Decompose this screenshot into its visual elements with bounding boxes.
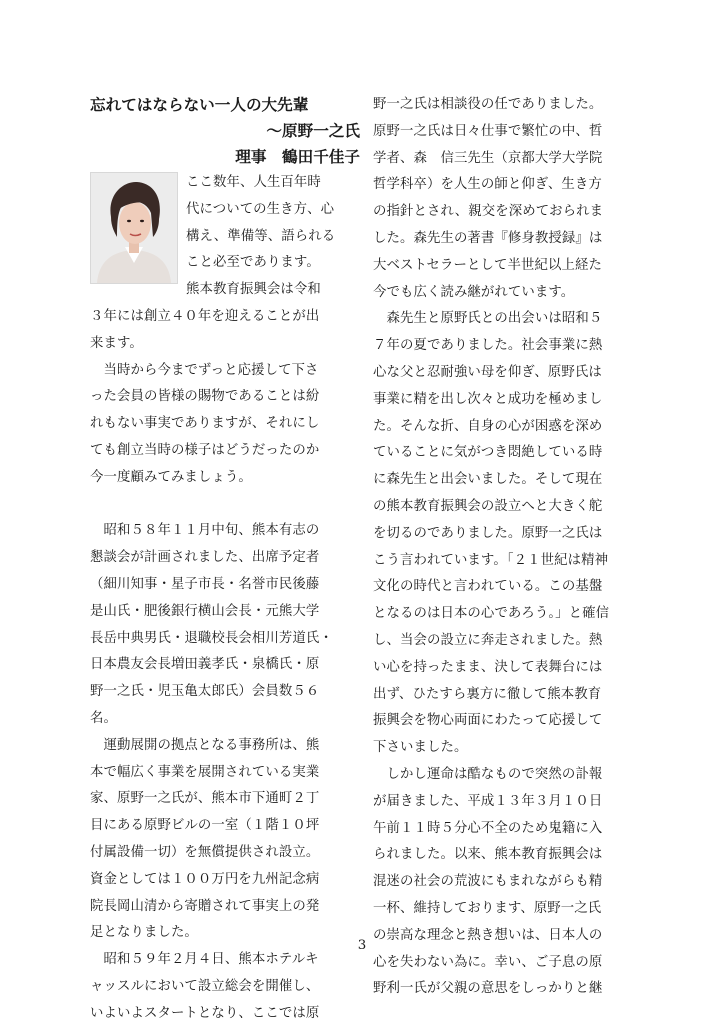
article-author: 理事 鶴田千佳子 <box>235 148 360 166</box>
text-line: 今でも広く読み継がれています。 <box>373 284 575 300</box>
text-line: 是山氏・肥後銀行横山会長・元熊大学 <box>90 603 320 619</box>
text-line: 代についての生き方、心 <box>186 201 335 217</box>
text-line: 大ベストセラーとして半世紀以上経た <box>373 257 602 273</box>
text-line: ここ数年、人生百年時 <box>186 175 321 190</box>
text-line: 日本農友会長増田義孝氏・泉橋氏・原 <box>90 657 320 673</box>
text-line: しかし運命は酷なもので突然の訃報 <box>373 766 603 782</box>
text-line: 午前１１時５分心不全のため鬼籍に入 <box>373 820 603 836</box>
text-line: 院長岡山清から寄贈されて事実上の発 <box>90 898 320 914</box>
text-line: 名。 <box>90 710 117 726</box>
text-line: となるのは日本の心であろう。」と確信 <box>373 606 610 622</box>
text-line: に森先生と出会いました。そして現在 <box>373 472 603 488</box>
text-line: った会員の皆様の賜物であることは紛 <box>90 389 320 405</box>
text-line: 昭和５８年１１月中旬、熊本有志の <box>90 523 320 539</box>
text-line: 昭和５９年２月４日、熊本ホテルキ <box>90 952 319 968</box>
intro-block <box>90 170 360 304</box>
text-line: 家、原野一之氏が、熊本市下通町２丁 <box>90 791 320 807</box>
text-line: 当時から今までずっと応援して下さ <box>90 362 319 378</box>
text-line: の熊本教育振興会の設立へと大きく舵 <box>373 498 603 514</box>
text-line: 一杯、維持しております、原野一之氏 <box>373 900 602 916</box>
text-line: ３年には創立４０年を迎えることが出 <box>90 308 320 324</box>
text-line: 懇談会が計画されました、出席予定者 <box>90 550 320 566</box>
text-line: 目にある原野ビルの一室（１階１０坪 <box>90 818 320 834</box>
right-column <box>373 92 643 1003</box>
text-line: 野一之氏は相談役の任でありました。 <box>373 97 603 112</box>
text-line: れもない事実でありますが、それにし <box>90 416 320 432</box>
text-line: 森先生と原野氏との出会いは昭和５ <box>373 311 603 327</box>
text-line: （細川知事・星子市長・名誉市民後藤 <box>90 576 320 592</box>
text-line: 混迷の社会の荒波にもまれながらも精 <box>373 874 603 890</box>
article-subtitle: ～原野一之氏 <box>266 122 360 140</box>
text-line: の崇高な理念と熱き想いは、日本人の <box>373 927 603 943</box>
text-line: 資金としては１００万円を九州記念病 <box>90 871 320 887</box>
paragraph-gap <box>90 492 360 519</box>
text-line: ていることに気がつき悶絶している時 <box>373 445 603 461</box>
portrait-photo <box>90 172 178 284</box>
text-line: 下さいました。 <box>373 740 468 756</box>
text-line: が届きました、平成１３年３月１０日 <box>373 793 603 809</box>
text-line: い心を持ったまま、決して表舞台には <box>373 659 603 675</box>
text-line: 熊本教育振興会は令和 <box>186 282 321 298</box>
text-line: 足となりました。 <box>90 925 198 941</box>
text-line: 付属設備一切）を無償提供され設立。 <box>90 844 320 860</box>
text-line: 野一之氏・児玉亀太郎氏）会員数５６ <box>90 684 320 700</box>
text-line: 構え、準備等、語られる <box>186 228 336 244</box>
text-line: 来ます。 <box>90 335 143 351</box>
text-line: られました。以来、熊本教育振興会は <box>373 847 603 863</box>
text-line: 心な父と忍耐強い母を仰ぎ、原野氏は <box>373 364 602 380</box>
text-line: 事業に精を出し次々と成功を極めまし <box>373 391 603 407</box>
page-number: 3 <box>357 938 367 953</box>
text-line: 今一度顧みてみましょう。 <box>90 469 252 485</box>
text-line: 振興会を物心両面にわたって応援して <box>373 713 603 729</box>
text-line: こと必至であります。 <box>186 255 320 271</box>
text-line: 心を失わない為に。幸い、ご子息の原 <box>373 954 603 970</box>
text-line: いよいよスタートとなり、ここでは原 <box>90 1005 320 1021</box>
article-title: 忘れてはならない一人の大先輩 <box>90 96 309 114</box>
text-line: 学者、森 信三先生（京都大学大学院 <box>373 150 603 166</box>
text-line: 哲学科卒）を人生の師と仰ぎ、生き方 <box>373 177 602 193</box>
intro-wrap-text <box>186 170 360 304</box>
text-line: 長岳中典男氏・退職校長会相川芳道氏・ <box>90 630 333 646</box>
text-line: た。そんな折、自身の心が困惑を深め <box>373 418 603 434</box>
text-line: 原野一之氏は日々仕事で繁忙の中、哲 <box>373 123 603 139</box>
text-line: 本で幅広く事業を展開されている実業 <box>90 764 320 780</box>
text-line: ャッスルにおいて設立総会を開催し、 <box>90 978 320 994</box>
text-line: こう言われています。「２１世紀は精神 <box>373 552 609 568</box>
right-body-text <box>373 92 643 1003</box>
text-line: ７年の夏でありました。社会事業に熱 <box>373 338 603 354</box>
text-line: した。森先生の著書『修身教授録』は <box>373 230 603 246</box>
text-line: 運動展開の拠点となる事務所は、熊 <box>90 737 320 753</box>
text-line: し、当会の設立に奔走されました。熱 <box>373 632 603 648</box>
left-column <box>90 92 360 1028</box>
text-line: 文化の時代と言われている。この基盤 <box>373 579 603 595</box>
text-line: を切るのでありました。原野一之氏は <box>373 525 603 541</box>
text-line: の指針とされ、親交を深めておられま <box>373 204 604 220</box>
portrait-icon <box>91 173 177 283</box>
text-line: 出ず、ひたすら裏方に徹して熊本教育 <box>373 686 602 702</box>
text-line: 野利一氏が父親の意思をしっかりと継 <box>373 981 603 997</box>
left-body-text <box>90 304 360 1028</box>
text-line: ても創立当時の様子はどうだったのか <box>90 442 320 458</box>
